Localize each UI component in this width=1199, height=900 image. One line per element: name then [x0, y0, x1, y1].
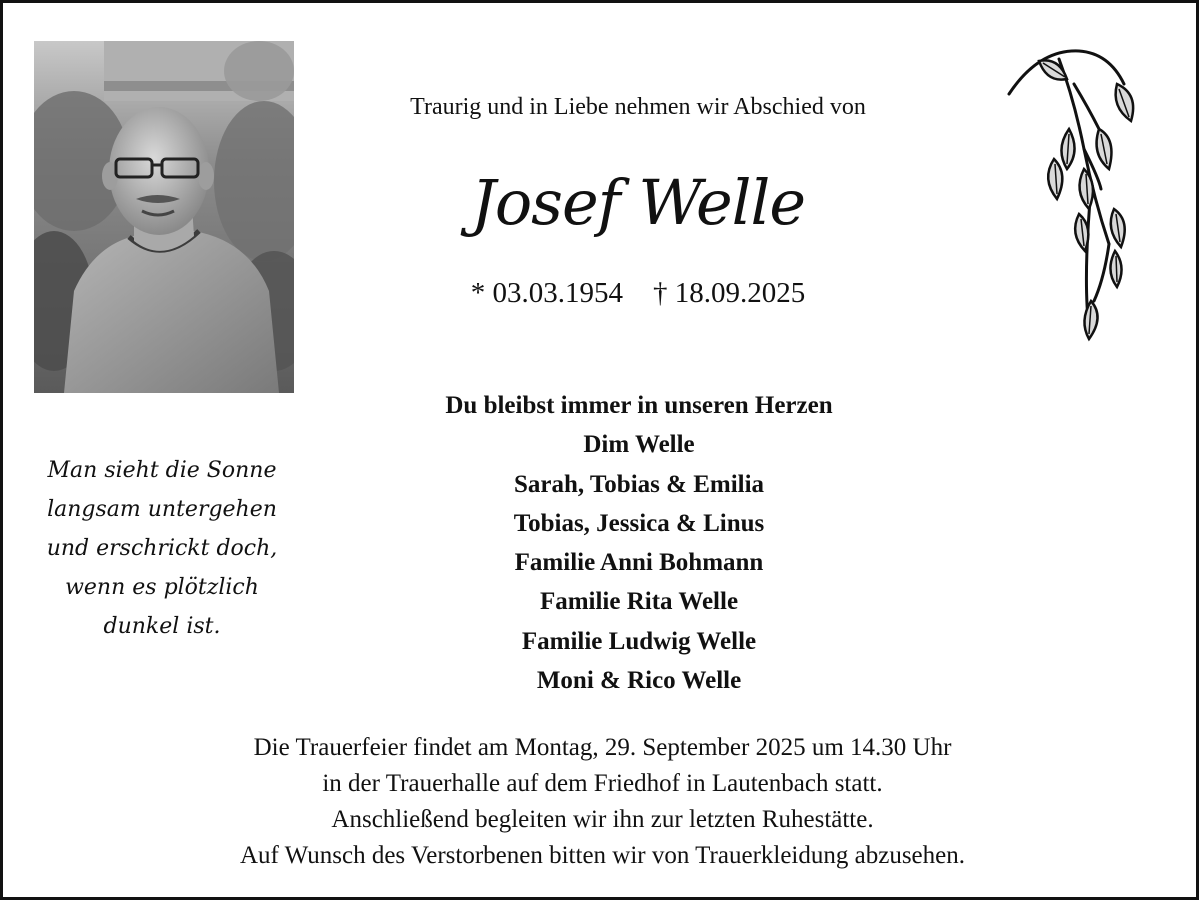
- poem-line: Man sieht die Sonne: [47, 458, 277, 483]
- notice-line: Die Trauerfeier findet am Montag, 29. September 2025 um 14.30 Uhr: [253, 734, 952, 761]
- funeral-notice: [43, 730, 1162, 874]
- notice-line: Auf Wunsch des Verstorbenen bitten wir von Trauerkleidung abzusehen.: [239, 842, 965, 869]
- mourners-heading: Du bleibst immer in unseren Herzen: [445, 392, 833, 419]
- mourner-name: Familie Rita Welle: [539, 588, 739, 616]
- life-dates: [303, 273, 973, 313]
- poem-line: wenn es plötzlich: [65, 575, 259, 600]
- poem-line: und erschrickt doch,: [46, 536, 278, 561]
- mourner-name: Sarah, Tobias & Emilia: [513, 470, 765, 498]
- notice-line: Anschließend begleiten wir ihn zur letzten Ruhestätte.: [331, 806, 874, 833]
- mourners-list: [303, 386, 975, 700]
- deceased-name: Josef Welle: [470, 166, 806, 239]
- poem-line: langsam untergehen: [47, 497, 277, 522]
- birch-branch-icon: [999, 39, 1159, 349]
- mourner-name: Dim Welle: [583, 431, 695, 459]
- birth-date: * 03.03.1954: [470, 277, 623, 309]
- intro-text: Traurig und in Liebe nehmen wir Abschied von: [410, 94, 866, 120]
- portrait-image: [34, 41, 294, 393]
- poem: [31, 451, 293, 646]
- death-date: † 18.09.2025: [653, 277, 806, 309]
- mourner-name: Moni & Rico Welle: [536, 667, 742, 695]
- mourner-name: Tobias, Jessica & Linus: [513, 509, 765, 537]
- poem-line: dunkel ist.: [103, 614, 221, 639]
- mourner-name: Familie Anni Bohmann: [514, 549, 764, 577]
- portrait-photo: [34, 41, 294, 393]
- mourner-name: Familie Ludwig Welle: [521, 627, 757, 655]
- notice-line: in der Trauerhalle auf dem Friedhof in Lautenbach statt.: [322, 770, 883, 797]
